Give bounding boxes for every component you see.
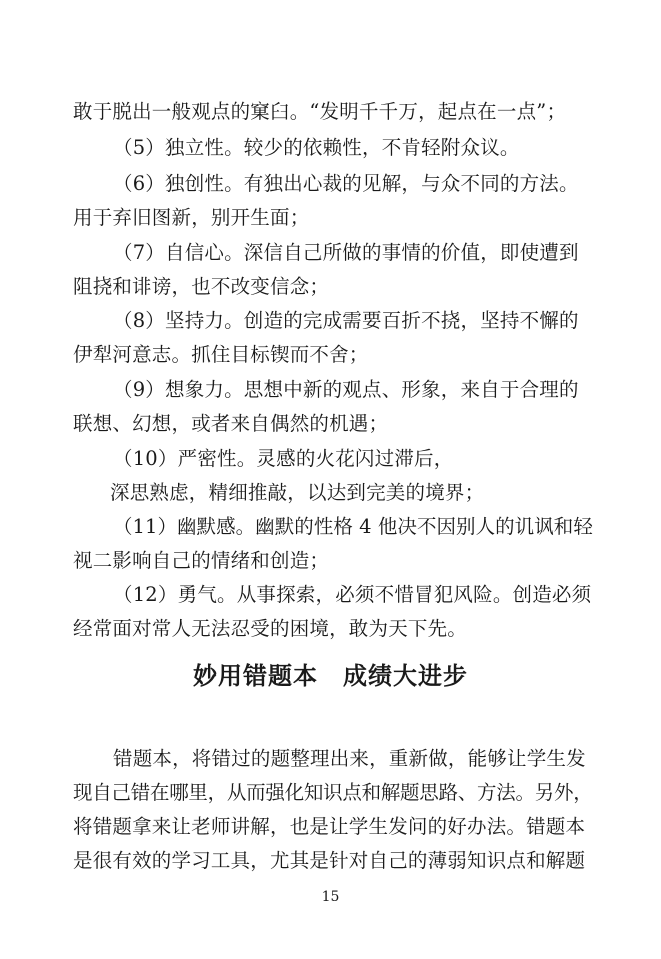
text-line: 伊犁河意志。抓住目标锲而不舍； bbox=[73, 343, 369, 366]
text-line: （9）想象力。思想中新的观点、形象，来自于合理的 bbox=[113, 378, 579, 401]
text-line: （10）严密性。灵感的火花闪过滞后， bbox=[113, 447, 454, 470]
text-line: 是很有效的学习工具，尤其是针对自己的薄弱知识点和解题 bbox=[73, 849, 586, 872]
text-line: 视二影响自己的情绪和创造； bbox=[73, 549, 330, 572]
text-line: 用于弃旧图新，别开生面； bbox=[73, 206, 310, 229]
text-line: 敢于脱出一般观点的窠臼。“发明千千万，起点在一点”； bbox=[73, 100, 567, 123]
text-line: 阻挠和诽谤，也不改变信念； bbox=[73, 275, 330, 298]
text-line: 现自己错在哪里，从而强化知识点和解题思路、方法。另外， bbox=[73, 781, 593, 804]
text-line: （12）勇气。从事探索，必须不惜冒犯风险。创造必须 bbox=[113, 583, 592, 606]
text-line: 联想、幻想，或者来自偶然的机遇； bbox=[73, 412, 389, 435]
text-line: 将错题拿来让老师讲解，也是让学生发问的好办法。错题本 bbox=[73, 815, 586, 838]
section-heading: 妙用错题本 成绩大进步 bbox=[193, 662, 468, 690]
text-line: 经常面对常人无法忍受的困境，敢为天下先。 bbox=[73, 617, 468, 640]
text-line: 深思熟虑，精细推敲，以达到完美的境界； bbox=[110, 481, 485, 504]
page-number: 15 bbox=[321, 889, 340, 905]
text-line: （5）独立性。较少的依赖性，不肯轻附众议。 bbox=[113, 136, 520, 159]
text-line: 错题本，将错过的题整理出来，重新做，能够让学生发 bbox=[113, 747, 586, 770]
text-line: （7）自信心。深信自己所做的事情的价值，即使遭到 bbox=[113, 241, 579, 264]
text-line: （8）坚持力。创造的完成需要百折不挠，坚持不懈的 bbox=[113, 309, 579, 332]
text-line: （6）独创性。有独出心裁的见解，与众不同的方法。 bbox=[113, 172, 579, 195]
text-line: （11）幽默感。幽默的性格 4 他决不因别人的讥讽和轻 bbox=[113, 515, 593, 538]
